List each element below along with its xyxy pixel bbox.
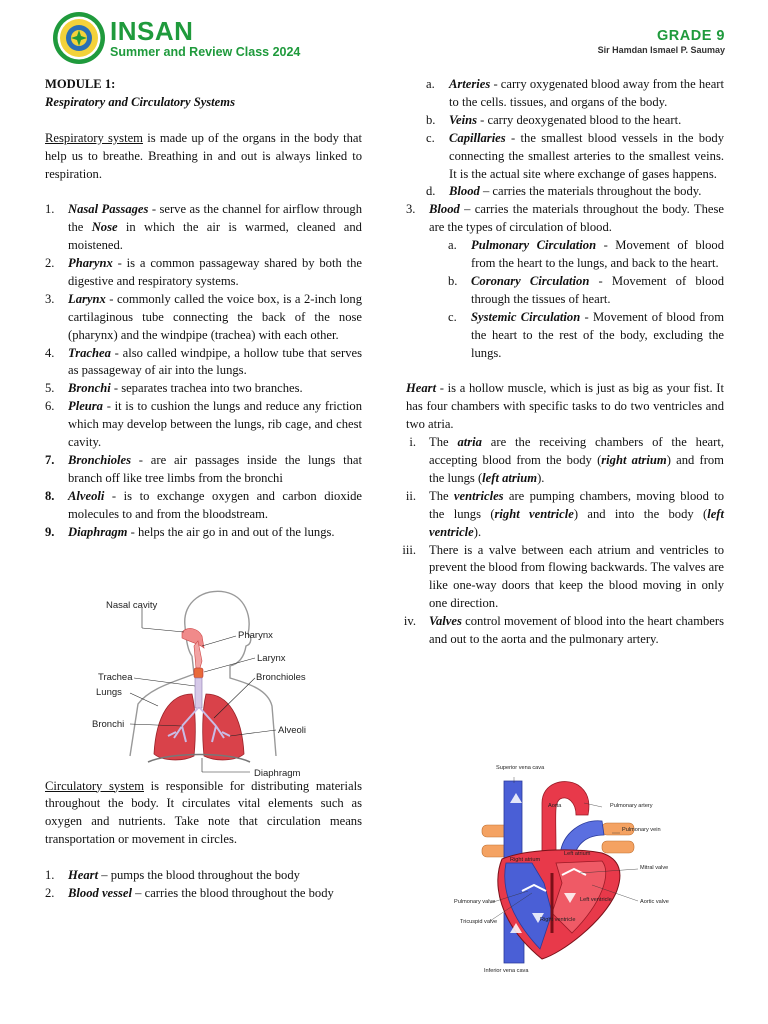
list-number: 9.: [45, 524, 55, 539]
item-term: Blood: [449, 184, 480, 199]
list-roman: ii.: [405, 488, 416, 503]
module-title: MODULE 1:: [45, 77, 116, 91]
item-term: Arteries: [449, 77, 491, 91]
list-item: 1. Heart – pumps the blood throughout the body: [45, 867, 362, 885]
list-item: 5. Bronchi - separates trachea into two branches.: [45, 380, 362, 398]
heart-points-list: [402, 434, 725, 649]
list-roman: i.: [409, 435, 416, 450]
respiratory-system-diagram: [90, 586, 322, 786]
item-term: Pulmonary Circulation: [471, 238, 597, 253]
blood-item: [406, 201, 724, 237]
list-letter: c.: [448, 309, 457, 324]
list-item: 2. Blood vessel – carries the blood throughout the body: [45, 885, 362, 903]
label-aortic-valve: Aortic valve: [640, 899, 669, 905]
label-lungs: Lungs: [96, 687, 122, 698]
list-item: 4. Trachea - also called windpipe, a hollow tube that serves as passageway of air into the lungs.: [45, 345, 362, 378]
label-aorta: Aorta: [548, 803, 562, 809]
organ-term: Nasal Passages: [68, 202, 149, 217]
list-roman: iii.: [402, 542, 416, 557]
list-item: 3. Blood – carries the materials throughout the body. These are the types of circulation of blood.: [406, 202, 724, 235]
label-pulmonary-artery: Pulmonary artery: [610, 803, 653, 809]
circulatory-term: Blood vessel: [68, 885, 133, 900]
organ-term: Bronchioles: [68, 453, 131, 467]
label-pulmonary-valve: Pulmonary valve: [454, 899, 496, 905]
label-superior-vena-cava: Superior vena cava: [496, 765, 545, 771]
organ-term: Pharynx: [68, 256, 113, 271]
organ-term: Trachea: [68, 345, 111, 360]
brand-subtitle: Summer and Review Class 2024: [110, 45, 301, 59]
item-term: Veins: [449, 112, 477, 127]
list-item: a. Arteries - carry oxygenated blood away from the heart to the cells. tissues, and organs of the body.: [426, 77, 724, 109]
list-item: c. Capillaries - the smallest blood vessels in the body connecting the smallest arteries to the smallest veins. It is the actual site where exchange of gases happens.: [426, 130, 724, 181]
item-term: Capillaries: [449, 130, 506, 145]
list-number: 7.: [45, 453, 55, 467]
grade-label: GRADE 9: [657, 28, 725, 44]
list-item: 2. Pharynx - is a common passageway shared by both the digestive and respiratory systems.: [45, 256, 362, 288]
list-number: 1.: [45, 202, 55, 217]
label-right-atrium: Right atrium: [510, 857, 541, 863]
list-letter: d.: [426, 184, 436, 199]
item-term: Coronary Circulation: [471, 273, 590, 288]
item-term: Systemic Circulation: [471, 309, 581, 324]
list-number: 8.: [45, 488, 55, 503]
label-bronchi: Bronchi: [92, 719, 125, 730]
label-right-ventricle: Right ventricle: [540, 917, 576, 923]
list-number: 4.: [45, 345, 55, 360]
circulatory-intro: Circulatory system is responsible for distributing materials throughout the body. It circulates vital elements such as oxygen and nutrients. Take note that circulation means transportation or movement in circles.: [45, 778, 362, 847]
list-item: iv. Valves control movement of blood into the heart chambers and out to the aorta and the pulmonary artery.: [406, 613, 724, 649]
respiratory-term: Respiratory system: [45, 130, 143, 145]
list-item: 3. Larynx - commonly called the voice box, is a 2-inch long cartilaginous tube connecting the back of the nose (pharynx) and the windpipe (trachea) with each other.: [45, 291, 362, 342]
list-letter: a.: [448, 238, 457, 253]
school-logo-icon: [52, 11, 106, 65]
list-letter: b.: [448, 273, 458, 288]
label-tricuspid-valve: Tricuspid valve: [460, 919, 498, 925]
list-letter: a.: [426, 77, 435, 91]
heart-diagram: [452, 763, 669, 975]
list-item: d. Blood – carries the materials throughout the body.: [426, 183, 724, 201]
label-pulmonary-vein: Pulmonary vein: [622, 827, 661, 833]
list-item: 7. Bronchioles - are air passages inside the lungs that branch off like tree limbs from the bronchi: [45, 453, 362, 485]
list-number: 6.: [45, 399, 55, 414]
heart-term: Heart: [406, 381, 437, 396]
page-header: [0, 0, 768, 72]
blood-vessel-types-list: [426, 76, 724, 201]
label-inferior-vena-cava: Inferior vena cava: [484, 968, 529, 974]
list-item: 6. Pleura - it is to cushion the lungs and reduce any friction which may develop between the lungs, rib cage, and chest cavity.: [45, 399, 362, 450]
list-item: ii. The ventricles are pumping chambers, moving blood to the lungs (right ventricle) and into the body (left ventricle).: [406, 488, 724, 542]
list-number: 1.: [45, 868, 55, 883]
list-item: 1. Nasal Passages - serve as the channel for airflow through the Nose in which the air is warmed, cleaned and moistened.: [45, 202, 362, 253]
list-item: 9. Diaphragm - helps the air go in and out of the lungs.: [45, 524, 362, 542]
organ-term: Bronchi: [68, 381, 111, 396]
list-number: 2.: [45, 885, 55, 900]
label-left-atrium: Left atrium: [564, 851, 591, 857]
list-number: 2.: [45, 256, 55, 271]
label-larynx: Larynx: [257, 653, 286, 664]
label-bronchioles: Bronchioles: [256, 672, 306, 683]
circulatory-term: Heart: [68, 868, 99, 883]
label-alveoli: Alveoli: [278, 725, 306, 736]
circulatory-term: Circulatory system: [45, 778, 144, 793]
list-item: i. The atria are the receiving chambers of the heart, accepting blood from the body (right atrium) and from the lungs (left atrium).: [406, 434, 724, 488]
list-item: c. Systemic Circulation - Movement of blood from the heart to the rest of the body, excluding the lungs.: [448, 309, 725, 360]
brand-name: INSAN: [110, 16, 194, 46]
list-letter: c.: [426, 130, 435, 145]
label-nasal-cavity: Nasal cavity: [106, 600, 158, 611]
list-number: 5.: [45, 381, 55, 396]
label-trachea: Trachea: [98, 672, 133, 683]
list-item: 8. Alveoli - is to exchange oxygen and carbon dioxide molecules to and from the bloodstream.: [45, 488, 362, 521]
heart-intro: Heart - is a hollow muscle, which is just as big as your fist. It has four chambers with specific tasks to do two ventricles and two atria.: [406, 381, 724, 432]
list-item: a. Pulmonary Circulation - Movement of blood from the heart to the lungs, and back to the heart.: [448, 238, 725, 271]
list-roman: iv.: [403, 614, 416, 629]
right-column: [402, 76, 725, 649]
teacher-name: Sir Hamdan Ismael P. Saumay: [597, 45, 725, 55]
organ-term: Nose: [91, 220, 118, 235]
list-item: iii. There is a valve between each atrium and ventricles to prevent the blood from flowing backwards. The valves are like one-way doors that keep the blood moving in only one direction.: [406, 542, 724, 614]
list-item: b. Coronary Circulation - Movement of blood through the tissues of heart.: [448, 273, 724, 306]
module-subtitle: Respiratory and Circulatory Systems: [45, 94, 235, 109]
respiratory-organs-list: [45, 201, 362, 541]
label-left-ventricle: Left ventricle: [580, 897, 612, 903]
label-mitral-valve: Mitral valve: [640, 865, 669, 871]
list-letter: b.: [426, 112, 436, 127]
organ-term: Alveoli: [68, 488, 105, 503]
label-diaphragm: Diaphragm: [254, 768, 301, 779]
organ-term: Diaphragm: [68, 524, 128, 539]
organ-term: Larynx: [68, 291, 106, 306]
list-number: 3.: [45, 291, 55, 306]
respiratory-intro: Respiratory system is made up of the organs in the body that help us to breathe. Breathing in and out is always linked to respiration.: [45, 130, 362, 181]
circulation-types-list: [448, 237, 724, 362]
circulatory-list: [45, 867, 362, 903]
list-item: b. Veins - carry deoxygenated blood to the heart.: [426, 112, 724, 130]
organ-term: Pleura: [68, 399, 103, 414]
label-pharynx: Pharynx: [238, 630, 273, 641]
